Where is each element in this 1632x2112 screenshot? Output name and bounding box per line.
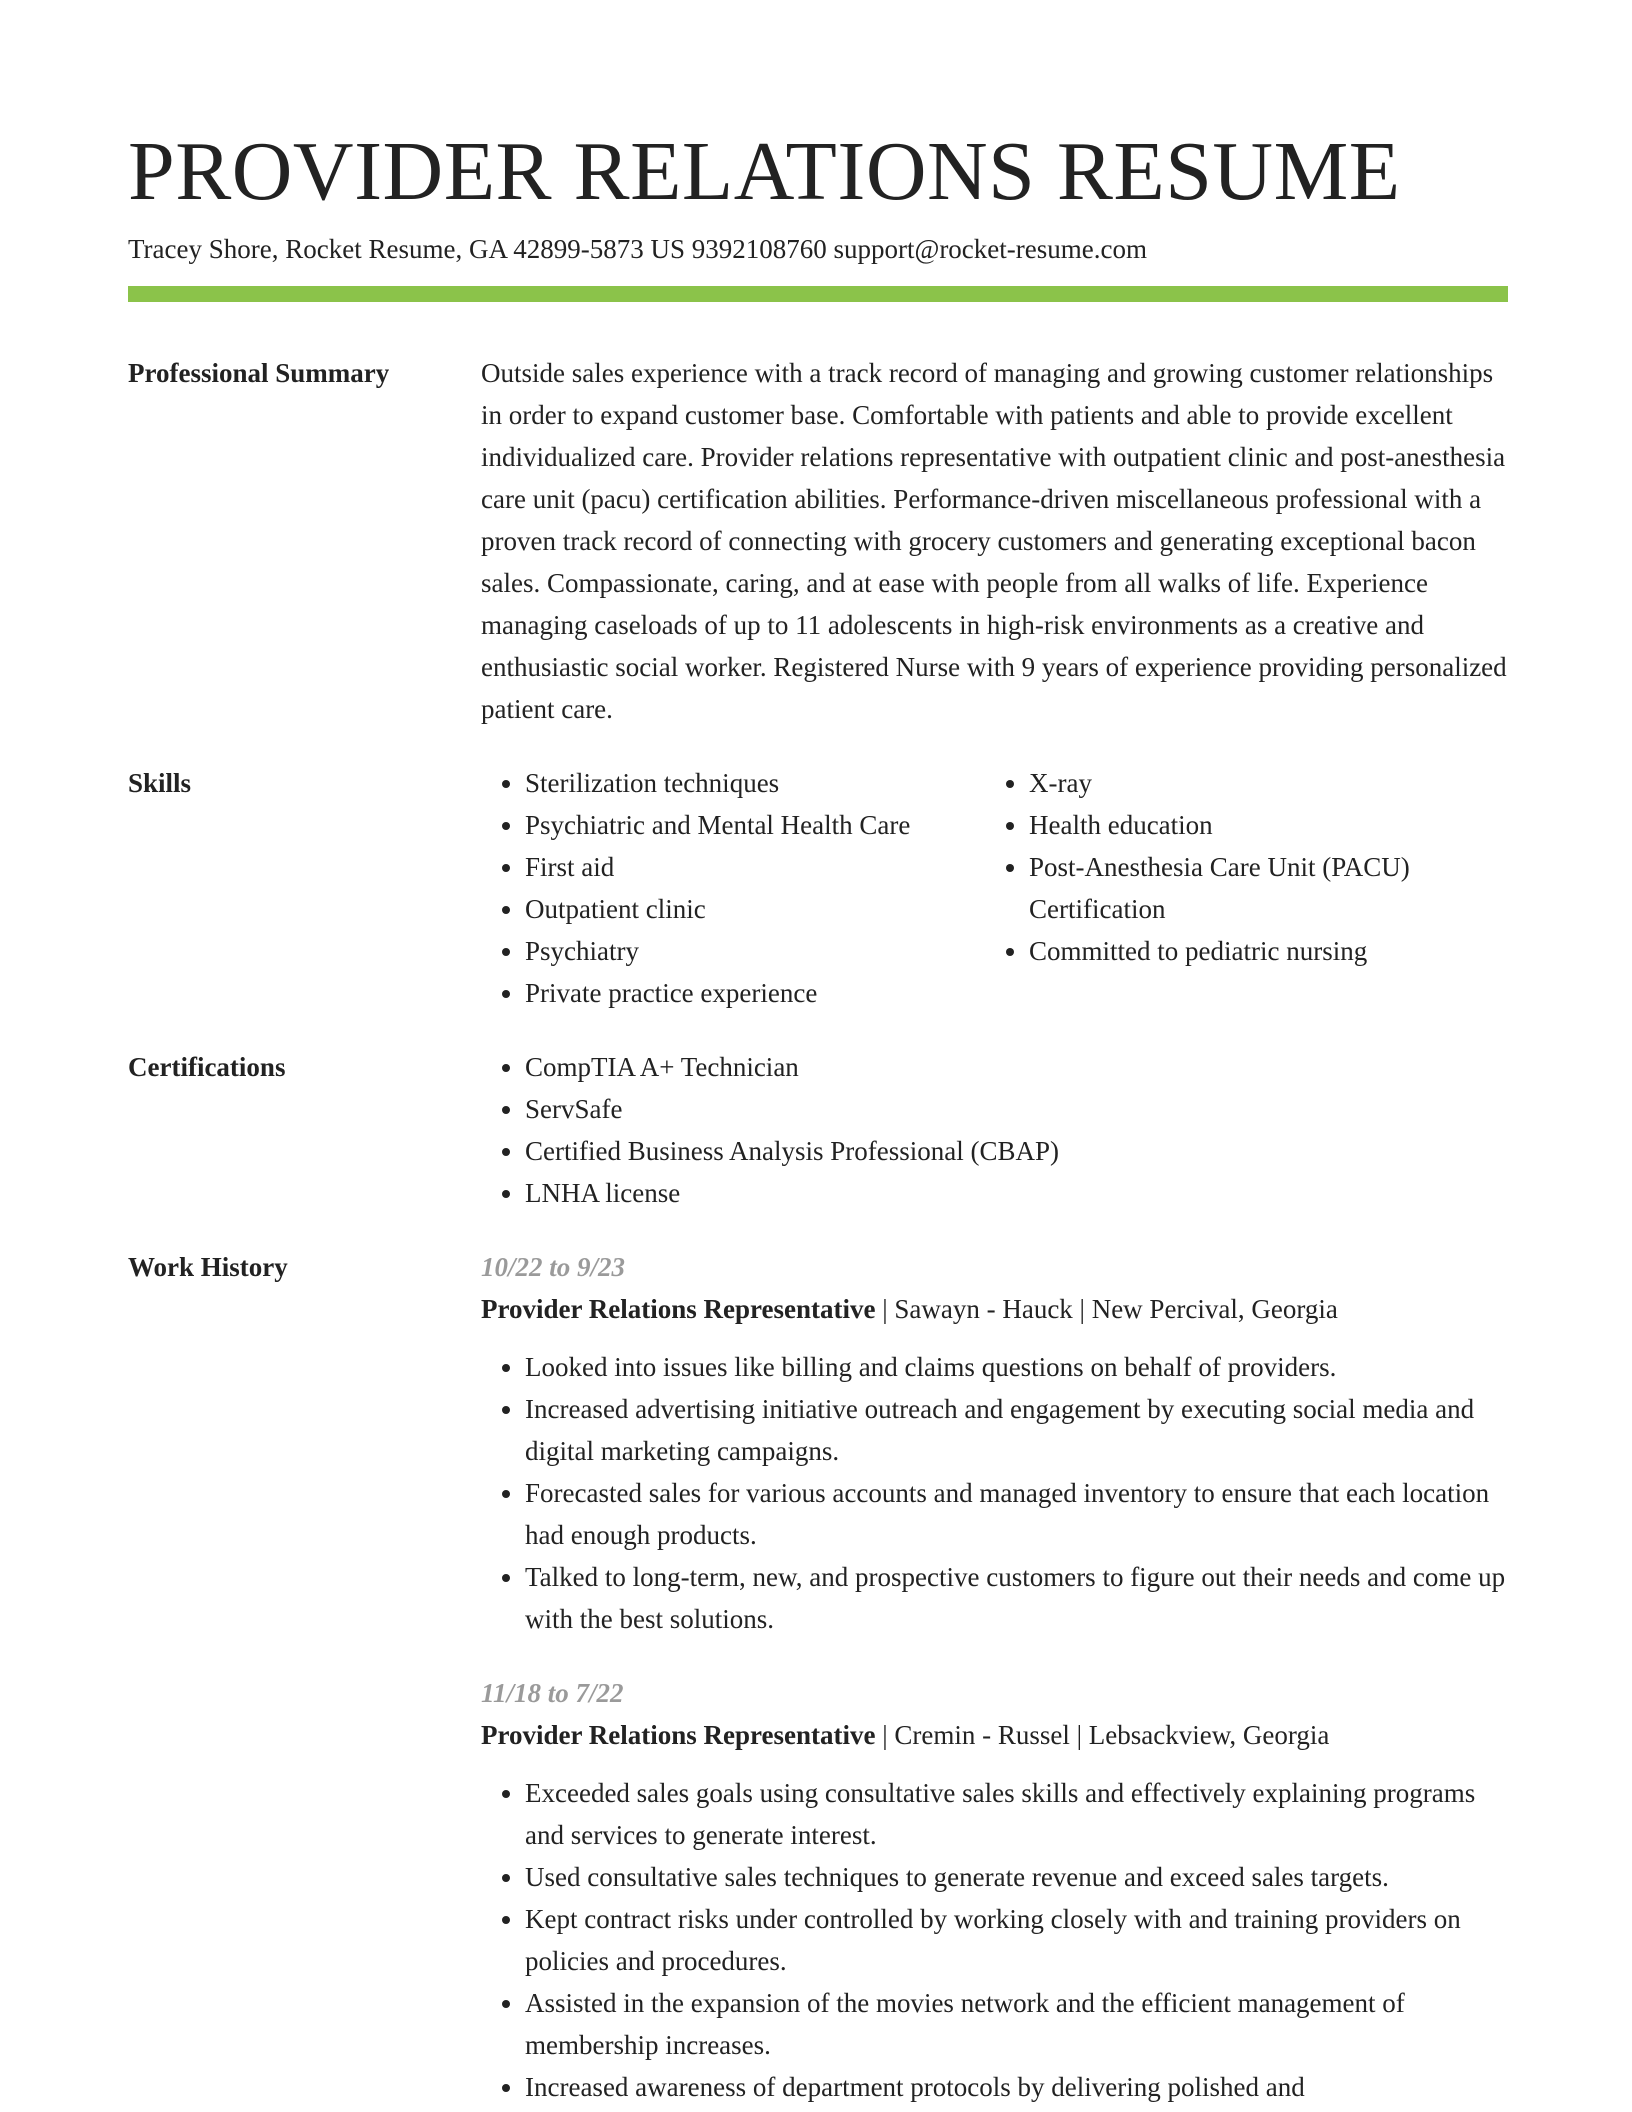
header-divider (128, 286, 1508, 302)
job-details: | Sawayn - Hauck | New Percival, Georgia (875, 1294, 1338, 1324)
list-item: • Talked to long-term, new, and prospective customers to figure out their needs and come up with the best solutions. (525, 1556, 1508, 1640)
work-history-section (128, 1246, 1508, 2108)
skills-section (128, 762, 1508, 1014)
job-entry (481, 1246, 1508, 1640)
resume-page (128, 0, 1508, 2108)
list-item: • Increased awareness of department protocols by delivering polished and (525, 2066, 1508, 2108)
job-dates: 11/18 to 7/22 (481, 1678, 624, 1708)
summary-section (128, 352, 1508, 730)
list-item: • ServSafe (525, 1088, 1508, 1130)
list-item: • Private practice experience (525, 972, 985, 1014)
section-label-summary: Professional Summary (128, 358, 390, 388)
list-item: • First aid (525, 846, 985, 888)
list-item: • Certified Business Analysis Professional (CBAP) (525, 1130, 1508, 1172)
list-item: • Looked into issues like billing and claims questions on behalf of providers. (525, 1346, 1508, 1388)
section-label-skills: Skills (128, 768, 192, 798)
certifications-section (128, 1046, 1508, 1214)
section-label-certifications: Certifications (128, 1052, 286, 1082)
list-item: • Kept contract risks under controlled by working closely with and training providers on policies and procedures. (525, 1898, 1508, 1982)
list-item: • Sterilization techniques (525, 762, 985, 804)
job-dates: 10/22 to 9/23 (481, 1252, 626, 1282)
job-title: Provider Relations Representative (481, 1720, 876, 1750)
job-bullets (481, 1346, 1508, 1640)
list-item: • Exceeded sales goals using consultative sales skills and effectively explaining programs and services to generate interest. (525, 1772, 1508, 1856)
list-item: • Increased advertising initiative outreach and engagement by executing social media and digital marketing campaigns. (525, 1388, 1508, 1472)
job-entry (481, 1672, 1508, 2108)
list-item: • Outpatient clinic (525, 888, 985, 930)
job-bullets (481, 1772, 1508, 2108)
page-title: PROVIDER RELATIONS RESUME (128, 125, 1401, 218)
section-label-work-history: Work History (128, 1252, 288, 1282)
contact-line: Tracey Shore, Rocket Resume, GA 42899-5873 US 9392108760 support@rocket-resume.com (128, 234, 1147, 264)
skills-list-right (985, 762, 1519, 1014)
list-item: • Post-Anesthesia Care Unit (PACU) Certification (1029, 846, 1519, 930)
job-heading (481, 1714, 1508, 1756)
list-item: • LNHA license (525, 1172, 1508, 1214)
list-item: • Assisted in the expansion of the movies network and the efficient management of membership increases. (525, 1982, 1508, 2066)
job-heading (481, 1288, 1508, 1330)
list-item: • Psychiatry (525, 930, 985, 972)
job-title: Provider Relations Representative (481, 1294, 876, 1324)
list-item: • Forecasted sales for various accounts and managed inventory to ensure that each location had enough products. (525, 1472, 1508, 1556)
summary-text: Outside sales experience with a track record of managing and growing customer relationships in order to expand customer base. Comfortable with patients and able to provide excellent individualized care. Provider relations representative with outpatient clinic and post-anesthesia care unit (pacu) certification abilities. Performance-driven miscellaneous professional with a proven track record of connecting with grocery customers and generating exceptional bacon sales. Compassionate, caring, and at ease with people from all walks of life. Experience managing caseloads of up to 11 adolescents in high-risk environments as a creative and enthusiastic social worker. Registered Nurse with 9 years of experience providing personalized patient care. (481, 358, 1507, 724)
list-item: • Psychiatric and Mental Health Care (525, 804, 985, 846)
list-item: • Health education (1029, 804, 1519, 846)
job-details: | Cremin - Russel | Lebsackview, Georgia (875, 1720, 1330, 1750)
skills-list-left (481, 762, 985, 1014)
list-item: • CompTIA A+ Technician (525, 1046, 1508, 1088)
list-item: • X-ray (1029, 762, 1519, 804)
list-item: • Used consultative sales techniques to generate revenue and exceed sales targets. (525, 1856, 1508, 1898)
list-item: • Committed to pediatric nursing (1029, 930, 1519, 972)
certifications-list (481, 1046, 1508, 1214)
